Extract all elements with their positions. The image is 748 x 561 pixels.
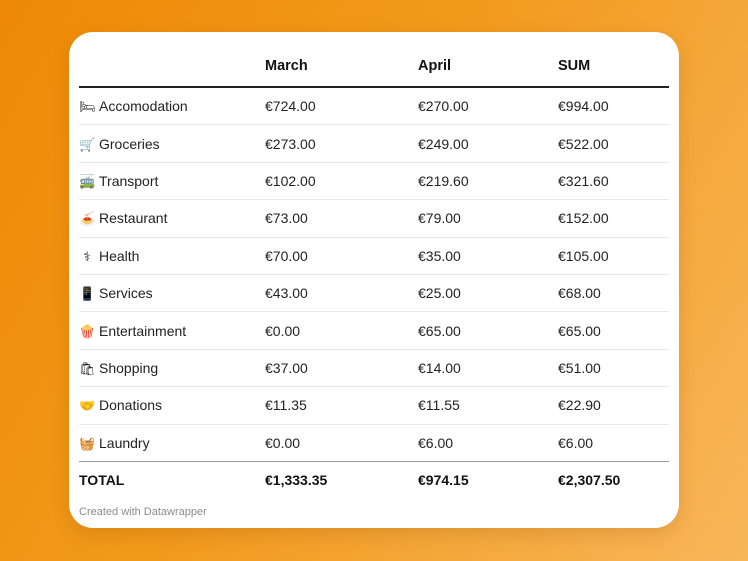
category-cell xyxy=(79,237,265,274)
category-label: Restaurant xyxy=(99,210,168,227)
mobile-phone-icon: 📱 xyxy=(79,287,96,303)
category-label: Groceries xyxy=(99,135,160,152)
category-cell xyxy=(79,162,265,199)
category-label: Shopping xyxy=(99,359,159,376)
march-value: €724.00 xyxy=(265,87,418,125)
april-value: €35.00 xyxy=(418,237,558,274)
bed-icon: 🛏 xyxy=(79,100,96,116)
expenses-table xyxy=(79,46,669,498)
total-row xyxy=(79,461,669,498)
april-value: €25.00 xyxy=(418,274,558,311)
column-header-sum: SUM xyxy=(558,46,669,87)
table-row xyxy=(79,274,669,311)
category-cell xyxy=(79,349,265,386)
march-value: €70.00 xyxy=(265,237,418,274)
table-row xyxy=(79,125,669,162)
sum-value: €321.60 xyxy=(558,162,669,199)
sum-value: €105.00 xyxy=(558,237,669,274)
march-value: €11.35 xyxy=(265,387,418,424)
total-sum: €2,307.50 xyxy=(558,471,621,488)
table-card xyxy=(69,32,679,528)
shopping-bags-icon: 🛍 xyxy=(79,361,96,377)
column-header-category xyxy=(79,46,265,87)
sum-value: €6.00 xyxy=(558,424,669,461)
category-cell xyxy=(79,274,265,311)
april-value: €270.00 xyxy=(418,87,558,125)
basket-icon: 🧺 xyxy=(79,436,96,452)
march-value: €102.00 xyxy=(265,162,418,199)
march-value: €73.00 xyxy=(265,200,418,237)
table-row xyxy=(79,312,669,349)
shopping-cart-icon: 🛒 xyxy=(79,137,96,153)
sum-value: €152.00 xyxy=(558,200,669,237)
category-cell xyxy=(79,387,265,424)
april-value: €6.00 xyxy=(418,424,558,461)
category-label: Transport xyxy=(99,172,159,189)
category-label: Health xyxy=(99,247,140,264)
column-header-april: April xyxy=(418,46,558,87)
table-row xyxy=(79,424,669,461)
medical-icon: ⚕ xyxy=(83,249,91,265)
april-value: €65.00 xyxy=(418,312,558,349)
april-value: €14.00 xyxy=(418,349,558,386)
category-label: Laundry xyxy=(99,434,150,451)
april-value: €11.55 xyxy=(418,387,558,424)
category-label: Services xyxy=(99,285,153,302)
table-row xyxy=(79,162,669,199)
sum-value: €68.00 xyxy=(558,274,669,311)
category-cell xyxy=(79,312,265,349)
table-row xyxy=(79,387,669,424)
march-value: €0.00 xyxy=(265,312,418,349)
category-cell xyxy=(79,125,265,162)
column-header-march: March xyxy=(265,46,418,87)
category-cell xyxy=(79,87,265,125)
category-cell xyxy=(79,200,265,237)
spaghetti-icon: 🍝 xyxy=(79,212,96,228)
total-april: €974.15 xyxy=(418,471,469,488)
table-body xyxy=(79,87,669,461)
sum-value: €65.00 xyxy=(558,312,669,349)
credit-footer: Created with Datawrapper xyxy=(79,506,207,518)
sum-value: €994.00 xyxy=(558,87,669,125)
april-value: €219.60 xyxy=(418,162,558,199)
march-value: €43.00 xyxy=(265,274,418,311)
header-row xyxy=(79,46,669,87)
sum-value: €522.00 xyxy=(558,125,669,162)
category-label: Donations xyxy=(99,397,163,414)
total-march: €1,333.35 xyxy=(265,471,328,488)
trolleybus-icon: 🚎 xyxy=(79,174,96,190)
category-label: Entertainment xyxy=(99,322,187,339)
table-row xyxy=(79,87,669,125)
sum-value: €51.00 xyxy=(558,349,669,386)
april-value: €79.00 xyxy=(418,200,558,237)
table-row xyxy=(79,237,669,274)
table-row xyxy=(79,200,669,237)
march-value: €0.00 xyxy=(265,424,418,461)
handshake-icon: 🤝 xyxy=(79,399,96,415)
popcorn-icon: 🍿 xyxy=(79,324,96,340)
total-label: TOTAL xyxy=(79,471,125,488)
april-value: €249.00 xyxy=(418,125,558,162)
march-value: €273.00 xyxy=(265,125,418,162)
category-cell xyxy=(79,424,265,461)
category-label: Accomodation xyxy=(99,98,188,115)
sum-value: €22.90 xyxy=(558,387,669,424)
march-value: €37.00 xyxy=(265,349,418,386)
table-row xyxy=(79,349,669,386)
